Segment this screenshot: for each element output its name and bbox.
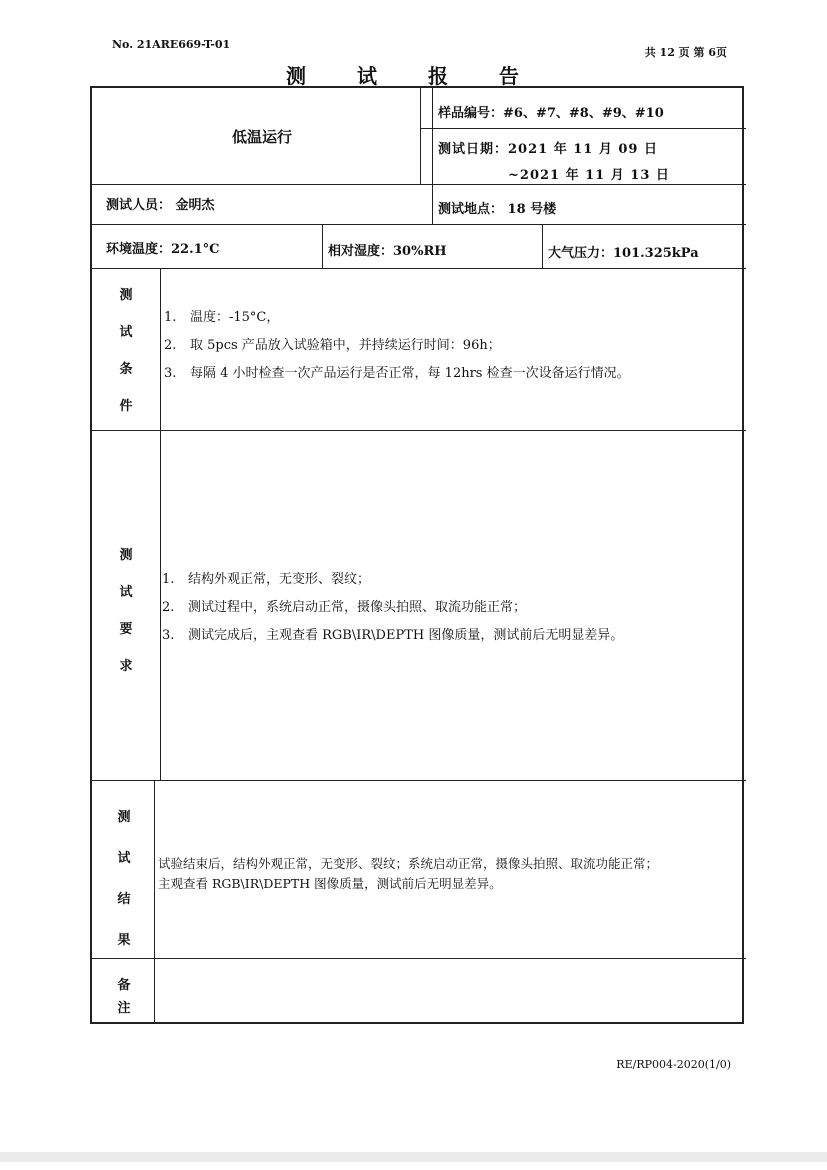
- form-number: RE/RP004-2020(1/0): [616, 1058, 731, 1071]
- sample-number: 样品编号：#6、#7、#8、#9、#10: [438, 106, 664, 121]
- item-number: 3.: [164, 366, 177, 381]
- divider: [542, 224, 543, 268]
- divider: [92, 184, 746, 185]
- divider: [160, 268, 161, 780]
- item-number: 3.: [162, 628, 175, 643]
- item-text: 每隔 4 小时检查一次产品运行是否正常，每 12hrs 检查一次设备运行情况。: [190, 366, 630, 381]
- scan-edge: [0, 1152, 827, 1162]
- label-char: 注: [117, 1001, 131, 1016]
- divider: [92, 224, 746, 225]
- divider: [92, 268, 746, 269]
- test-date-end: ~2021 年 11 月 13 日: [508, 168, 670, 183]
- item-number: 2.: [164, 338, 177, 353]
- label-char: 果: [117, 933, 131, 948]
- document-number: No. 21ARE669-T-01: [112, 38, 231, 51]
- atmospheric-pressure: 大气压力：101.325kPa: [548, 246, 699, 261]
- requirement-item: [162, 596, 526, 615]
- remarks-label: [112, 974, 136, 1016]
- tester: 测试人员： 金明杰: [106, 198, 215, 213]
- label-char: 条: [119, 362, 133, 377]
- requirement-item: [162, 568, 370, 587]
- test-location: 测试地点： 18 号楼: [438, 202, 557, 217]
- item-text: 测试完成后，主观查看 RGB\IR\DEPTH 图像质量，测试前后无明显差异。: [188, 628, 624, 643]
- test-date-start: 测试日期：2021 年 11 月 09 日: [438, 142, 658, 157]
- label-char: 测: [117, 810, 131, 825]
- label-char: 试: [119, 325, 133, 340]
- label-char: 试: [119, 585, 133, 600]
- divider: [92, 430, 746, 431]
- condition-item: [164, 334, 501, 353]
- label-char: 要: [119, 622, 133, 637]
- item-number: 1.: [162, 572, 175, 587]
- relative-humidity: 相对湿度：30%RH: [328, 244, 447, 259]
- item-text: 取 5pcs 产品放入试验箱中，并持续运行时间：96h；: [190, 338, 501, 353]
- condition-item: [164, 362, 630, 381]
- divider: [92, 958, 746, 959]
- requirement-item: [162, 624, 623, 643]
- result-line: 主观查看 RGB\IR\DEPTH 图像质量，测试前后无明显差异。: [158, 876, 502, 891]
- item-number: 2.: [162, 600, 175, 615]
- conditions-label: [114, 284, 138, 432]
- divider: [92, 780, 746, 781]
- item-number: 1.: [164, 310, 177, 325]
- results-label: [112, 806, 136, 966]
- divider: [154, 780, 155, 1024]
- label-char: 结: [117, 892, 131, 907]
- divider: [432, 88, 433, 224]
- label-char: 测: [119, 288, 133, 303]
- report-table: [90, 86, 744, 1024]
- report-title: 测 试 报 告: [286, 64, 541, 88]
- divider: [420, 88, 421, 184]
- label-char: 备: [117, 978, 131, 993]
- item-text: 结构外观正常，无变形、裂纹；: [188, 572, 371, 587]
- item-text: 测试过程中，系统启动正常，摄像头拍照、取流功能正常；: [188, 600, 527, 615]
- divider: [420, 128, 746, 129]
- label-char: 试: [117, 851, 131, 866]
- page-indicator: 共 12 页 第 6页: [644, 46, 727, 59]
- label-char: 件: [119, 399, 133, 414]
- ambient-temperature: 环境温度：22.1°C: [106, 242, 220, 257]
- result-line: 试验结束后，结构外观正常，无变形、裂纹；系统启动正常，摄像头拍照、取流功能正常；: [158, 856, 659, 871]
- label-char: 求: [119, 659, 133, 674]
- label-char: 测: [119, 548, 133, 563]
- divider: [322, 224, 323, 268]
- requirements-label: [114, 544, 138, 692]
- test-name: 低温运行: [232, 128, 293, 146]
- condition-item: [164, 306, 279, 325]
- item-text: 温度：-15°C，: [190, 310, 280, 325]
